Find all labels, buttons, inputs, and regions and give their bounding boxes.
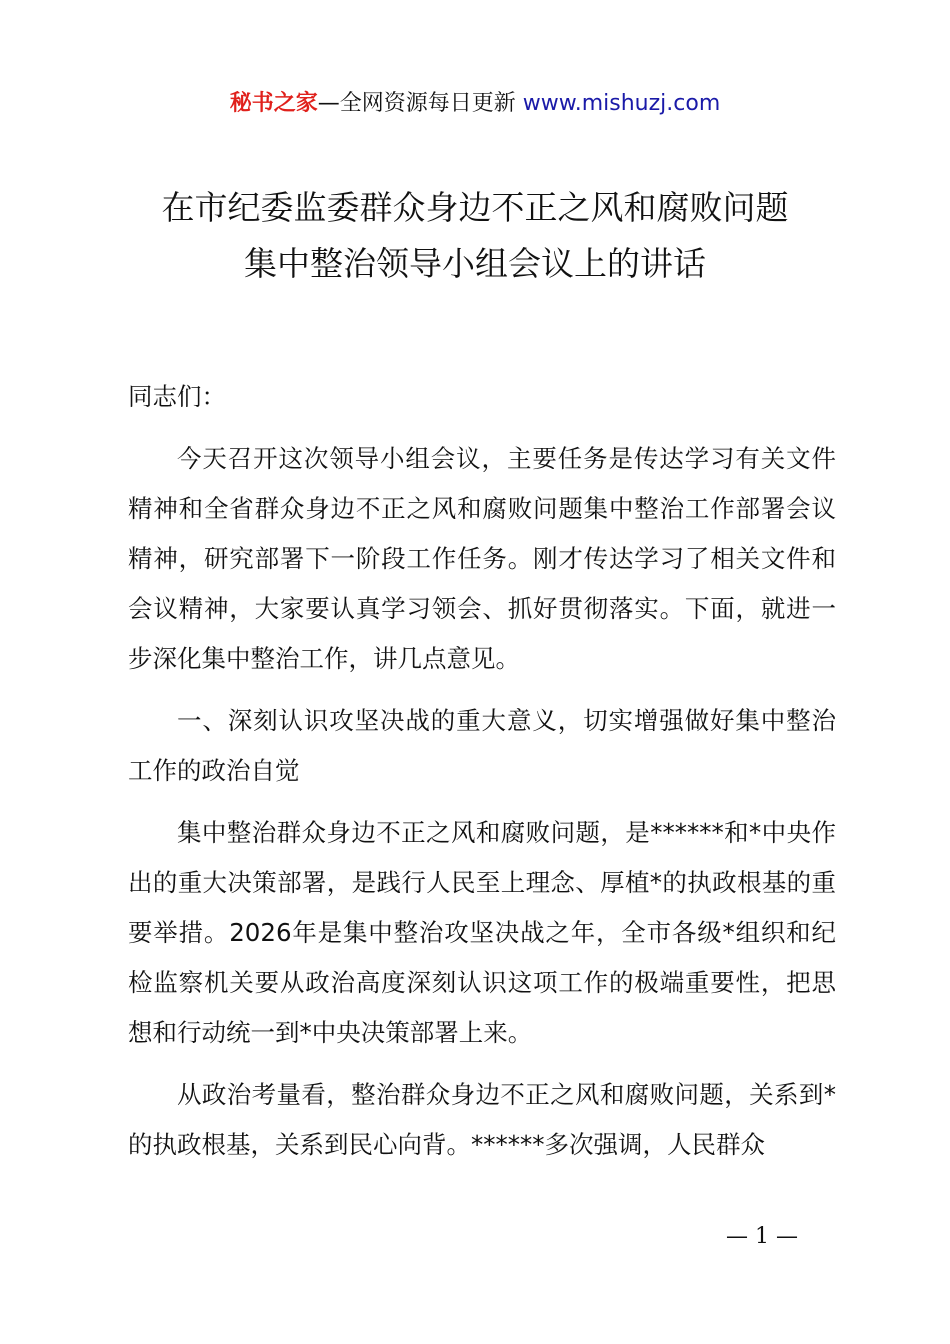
document-title (0, 180, 950, 292)
site-url-link[interactable]: www.mishuzj.com (522, 91, 721, 116)
paragraph: 今天召开这次领导小组会议，主要任务是传达学习有关文件精神和全省群众身边不正之风和腐败问题集中整治工作部署会议精神，研究部署下一阶段工作任务。刚才传达学习了相关文件和会议精神，大家要认真学习领会、抓好贯彻落实。下面，就进一步深化集中整治工作，讲几点意见。 (128, 444, 836, 673)
paragraph: 从政治考量看，整治群众身边不正之风和腐败问题，关系到*的执政根基，关系到民心向背。******多次强调，人民群众 (128, 1080, 836, 1159)
paragraph: 集中整治群众身边不正之风和腐败问题，是******和*中央作出的重大决策部署，是践行人民至上理念、厚植*的执政根基的重要举措。2026年是集中整治攻坚决战之年，全市各级*组织和纪检监察机关要从政治高度深刻认识这项工作的极端重要性，把思想和行动统一到*中央决策部署上来。 (128, 818, 836, 1047)
salutation: 同志们： (128, 382, 226, 411)
site-header (0, 88, 950, 120)
title-line: 在市纪委监委群众身边不正之风和腐败问题 (161, 188, 789, 227)
section-heading: 一、深刻认识攻坚决战的重大意义，切实增强做好集中整治工作的政治自觉 (128, 706, 836, 785)
title-line: 集中整治领导小组会议上的讲话 (244, 244, 706, 283)
page-number: — 1 — (726, 1224, 798, 1249)
document-body (128, 372, 836, 1182)
brand-name: 秘书之家 (229, 91, 318, 116)
header-tagline: —全网资源每日更新 (317, 91, 523, 116)
